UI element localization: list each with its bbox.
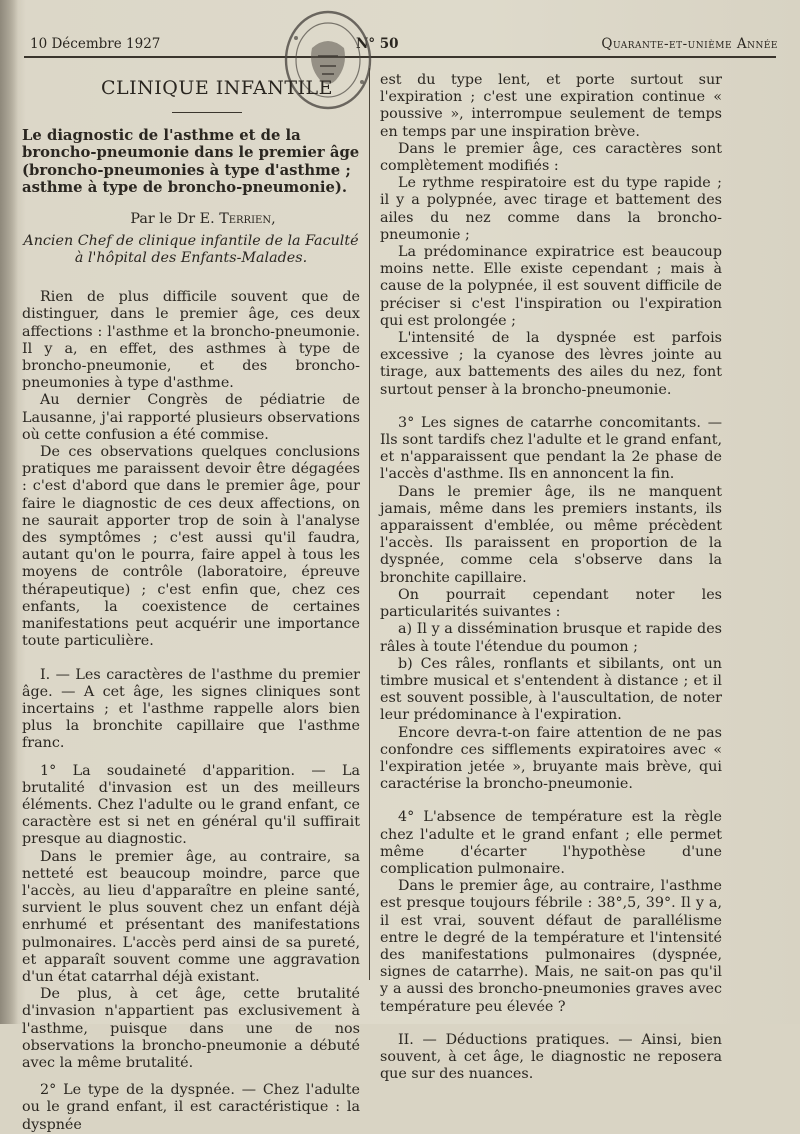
running-head (30, 36, 778, 56)
paragraph: 1° La soudaineté d'apparition. — La brutalité d'invasion est un des meilleurs éléments. Chez l'adulte ou le grand enfant, ce caractère est si net en général qu'il suffirait presque au diagnostic. (22, 762, 360, 848)
paragraph: Dans le premier âge, ils ne manquent jamais, même dans les premiers instants, ils apparaissent d'emblée, ou même précèdent l'accès. Ils paraissent en proportion de la dyspnée, comme cela s'observe dans la bronchite capillaire. (380, 483, 722, 586)
author-name: Terrien, (219, 210, 276, 227)
column-divider (369, 68, 370, 980)
paragraph: La prédominance expiratrice est beaucoup moins nette. Elle existe cependant ; mais à cause de la polypnée, il est souvent difficile de préciser si c'est l'inspiration ou l'expiration qui est prolongée ; (380, 244, 722, 329)
section-heading-paragraph: II. — Déductions pratiques. — Ainsi, bien souvent, à cet âge, le diagnostic ne reposera que sur des nuances. (380, 1031, 722, 1083)
byline-prefix: Par le Dr E. (130, 210, 215, 227)
section-heading-paragraph: I. — Les caractères de l'asthme du premier âge. — A cet âge, les signes cliniques sont incertains ; et l'asthme rappelle alors bien plus la bronchite capillaire que l'asthme franc. (22, 666, 360, 752)
paragraph: est du type lent, et porte surtout sur l'expiration ; c'est une expiration continue « poussive », interrompue seulement de temps en temps par une inspiration brève. (380, 72, 722, 140)
paragraph: De ces observations quelques conclusions pratiques me paraissent devoir être dégagées : c'est d'abord que dans le premier âge, pour faire le diagnostic de ces deux affections, on ne saurait apporter trop de soin à l'analyse des symptômes ; c'est aussi qu'il faudra, autant qu'on le pourra, faire appel à tous les moyens de contrôle (laboratoire, épreuve thérapeutique) ; c'est enfin que, chez ces enfants, la coexistence de certaines manifestations peut acquérir une importance toute particulière. (22, 444, 360, 650)
paragraph: Rien de plus difficile souvent que de distinguer, dans le premier âge, ces deux affections : l'asthme et la broncho-pneumonie. Il y a, en effet, des asthmes à type de broncho-pneumonie, et des broncho-pneumonies à type d'asthme. (22, 289, 360, 392)
issue-date: 10 Décembre 1927 (30, 36, 161, 52)
header-rule (24, 56, 776, 58)
paragraph: 2° Le type de la dyspnée. — Chez l'adulte ou le grand enfant, il est caractéristique : la dyspnée (22, 1082, 360, 1133)
volume-year: Quarante-et-unième Année (601, 36, 778, 52)
paragraph: 4° L'absence de température est la règle chez l'adulte et le grand enfant ; elle permet même d'écarter l'hypothèse d'une complication pulmonaire. (380, 809, 722, 877)
section-title: CLINIQUE INFANTILE (101, 77, 333, 99)
list-item: b) Ces râles, ronflants et sibilants, ont un timbre musical et s'entendent à distance ; et il est souvent possible, à l'auscultation, de noter leur prédominance à l'expiration. (380, 655, 722, 724)
paragraph: Dans le premier âge, au contraire, l'asthme est presque toujours fébrile : 38°,5, 39°. Il y a, il est vrai, souvent défaut de parallélisme entre le degré de la température et l'intensité des manifestations pulmonaires (dyspnée, signes de catarrhe). Mais, ne sait-on pas qu'il y a aussi des broncho-pneumonies graves avec température peu élevée ? (380, 878, 722, 1015)
issue-number: N° 50 (356, 36, 399, 52)
paragraph: L'intensité de la dyspnée est parfois excessive ; la cyanose des lèvres jointe au tirage, aux battements des ailes du nez, font surtout penser à la broncho-pneumonie. (380, 330, 722, 398)
paragraph: On pourrait cependant noter les particularités suivantes : (380, 586, 722, 621)
paragraph: Encore devra-t-on faire attention de ne pas confondre ces sifflements expiratoires avec « l'expiration jetée », bruyante mais brève, qui caractérise la broncho-pneumonie. (380, 724, 722, 793)
left-column (22, 66, 360, 1134)
paragraph: Dans le premier âge, ces caractères sont complètement modifiés : (380, 140, 722, 175)
byline (46, 211, 360, 228)
list-item: a) Il y a dissémination brusque et rapide des râles à toute l'étendue du poumon ; (380, 621, 722, 655)
paragraph: Dans le premier âge, au contraire, sa netteté est beaucoup moindre, parce que l'accès, au lieu d'apparaître en pleine santé, survient le plus souvent chez un enfant déjà enrhumé et présentant des manifestations pulmonaires. L'accès perd ainsi de sa pureté, et apparaît souvent comme une aggravation d'un état catarrhal déjà existant. (22, 848, 360, 985)
author-affiliation: Ancien Chef de clinique infantile de la Faculté à l'hôpital des Enfants-Malades. (23, 232, 359, 267)
article-title: Le diagnostic de l'asthme et de la broncho-pneumonie dans le premier âge (broncho-pneumonies à type d'asthme ; asthme à type de broncho-pneumonie). (22, 127, 360, 197)
paragraph: Le rythme respiratoire est du type rapide ; il y a polypnée, avec tirage et battement des ailes du nez comme dans la broncho-pneumonie ; (380, 175, 722, 243)
paragraph: De plus, à cet âge, cette brutalité d'invasion n'appartient pas exclusivement à l'asthme, puisque dans une de nos observations la broncho-pneumonie a débuté avec la même brutalité. (22, 986, 360, 1071)
paragraph: Au dernier Congrès de pédiatrie de Lausanne, j'ai rapporté plusieurs observations où cette confusion a été commise. (22, 392, 360, 443)
paragraph: 3° Les signes de catarrhe concomitants. — Ils sont tardifs chez l'adulte et le grand enfant, et n'apparaissent que pendant la 2e phase de l'accès d'asthme. Ils en annoncent la fin. (380, 414, 722, 483)
title-rule (172, 112, 242, 113)
binding-gutter (0, 0, 18, 1024)
right-column (380, 72, 722, 1083)
